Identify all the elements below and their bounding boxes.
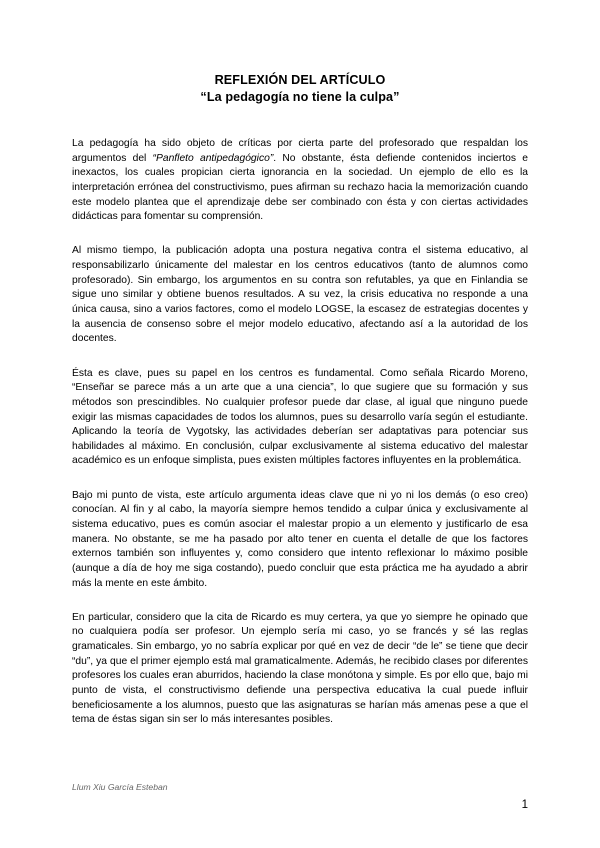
- paragraph-5: En particular, considero que la cita de Ricardo es muy certera, ya que yo siempre he opinado que no cualquiera podía ser profesor. Un ejemplo sería mi caso, yo se francés y sé las reglas gramaticales. Sin embargo, yo no sabría explicar por qué en vez de decir “de le” se tiene que decir “du”, ya que el primer ejemplo está mal gramaticalmente. Además, he recibido clases por diferentes profesores los cuales eran aburridos, haciendo la clase monótona y simple. Es por ello que, bajo mi punto de vista, el constructivismo defiende una perspectiva educativa la cual puede influir beneficiosamente a los alumnos, puesto que las asignaturas se harían más amenas pese a que el tema de éstas sigan sin ser lo más interesantes posibles.: [72, 611, 528, 726]
- page-number: 1: [521, 799, 528, 811]
- paragraph-1: [72, 137, 528, 225]
- paragraph-2: Al mismo tiempo, la publicación adopta una postura negativa contra el sistema educativo, al responsabilizarlo únicamente del malestar en los centros educativos (tanto de alumnos como profesorado). Sin embargo, los argumentos en su contra son refutables, ya que en Finlandia se sigue uno similar y obtiene buenos resultados. A su vez, la crisis educativa no responde a una única causa, sino a varios factores, como el modelo LOGSE, la escasez de estrategias docentes y la ausencia de consenso sobre el mejor modelo educativo, afectando así a la autoridad de los docentes.: [72, 245, 528, 345]
- document-title: REFLEXIÓN DEL ARTÍCULO: [214, 73, 386, 87]
- paragraph-1-text-end: . No obstante, ésta defiende contenidos inciertos e inexactos, los cuales propician cierta ignorancia en la sociedad. Un ejemplo de ello es la interpretación errónea del constructivismo, pues afirman su rechazo hacia la memorización cuando este modelo plantea que el aprendizaje debe ser combinado con ésta y con ciertas actividades didácticas para fomentar su comprensión.: [72, 152, 528, 223]
- footer-author: Llum Xiu García Esteban: [72, 782, 168, 792]
- document-subtitle: “La pedagogía no tiene la culpa”: [200, 90, 400, 104]
- paragraph-3: Ésta es clave, pues su papel en los centros es fundamental. Como señala Ricardo Moreno, “Enseñar se parece más a un arte que a una ciencia”, lo que sugiere que su formación y sus métodos son prescindibles. No cualquier profesor puede dar clase, al igual que ninguno puede exigir las mismas capacidades de todos los alumnos, pues su desarrollo varía según el estudiante. Aplicando la teoría de Vygotsky, las actividades deberían ser adaptativas para potenciar sus habilidades al máximo. En conclusión, culpar exclusivamente al sistema educativo del malestar académico es un enfoque simplista, pues existen múltiples factores influyentes en la problemática.: [72, 367, 528, 467]
- paragraph-1-text-start: La pedagogía ha sido objeto de críticas por cierta parte del profesorado que respaldan los argumentos del: [72, 138, 528, 164]
- paragraph-4: Bajo mi punto de vista, este artículo argumenta ideas clave que ni yo ni los demás (o eso creo) conocían. Al fin y al cabo, la mayoría siempre hemos tendido a culpar única y exclusivamente al sistema educativo, pues es común asociar el malestar propio a un elemento y justificarlo de esa manera. No obstante, se me ha pasado por alto tener en cuenta el detalle de que los factores externos también son influyentes y, como considero que intento reflexionar lo máximo posible (aunque a día de hoy me siga costando), puedo concluir que esta práctica me ha ayudado a abrir más la mente en este ámbito.: [72, 489, 528, 589]
- document-body: [72, 137, 528, 747]
- paragraph-1-italic-title: “Panfleto antipedagógico”: [152, 152, 274, 164]
